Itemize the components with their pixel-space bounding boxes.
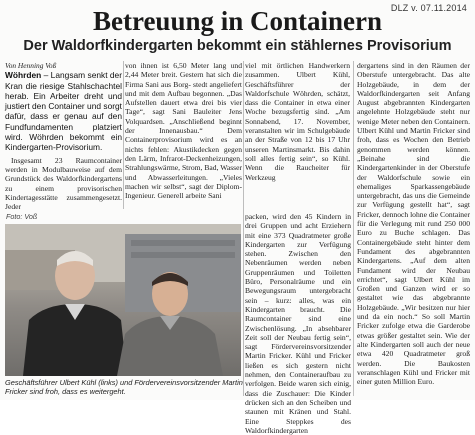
headline: Betreuung in Containern [92, 6, 383, 36]
article-column-4 [357, 61, 470, 397]
body-paragraph: dergartens sind in den Räumen der Oberstufe untergebracht. Das alte Holzgebäude, in dem der Waldorfkindergarten seit Anfang August abgebrannten Kindergarten angelehnte Holzgebäude steht nur wenige Meter neben den Containern. Ulbert Kühl und Martin Fricker sind froh, dass es Wochen den Betrieb genommen werden können. „Beinahe sind die Kindergartenkinder in der Oberstufe der Waldorfschule sowie ein ehemaliges Sparkassengebäude untergebracht, das uns die Gemeinde zur Verfügung gestellt hat“, sagt Fricker, dennoch lohne die Container für die Verlegung mit rund 250 000 Euro zu Buche schlagen. Das Containergebäude steht hinter dem Fundament des abgebrannten Kindergartens. „Auf dem alten Fundament wird der Neubau errichtet“, sagt Ulbert Kühl im Großen und Ganzen wird er so gestaltet wie das abgebrannte Holzgebäude. „Wir besitzen nur hier und da ein noch.“ So soll Martin Fricker zufolge etwa die Garderobe etwas größer gestaltet sein. Wie der alte Kindergarten soll auch der neue etwa 420 Quadratmeter groß werden. Die Baukosten veranschlagen Kühl und Fricker mit einer guten Million Euro. [357, 61, 470, 387]
article-column-3-lower [245, 212, 351, 435]
dateline: DLZ v. 07.11.2014 [390, 3, 467, 13]
photo-illustration [5, 224, 241, 376]
body-paragraph: viel mit örtlichen Handwerkern zusammen. Ulbert Kühl, Geschäftsführer der Waldorfschule Wöhrden, schätzt, dass die Container in etwa einer Woche bezugsfertig sind. „Am Sonnabend, 17. November, veranstalten wir im Schulgebäude an der Straße von 12 bis 17 Uhr unseren Martinsmarkt. Bis dahin soll alles fertig sein“, so Kühl. Wenn die Raucheiter für Werkzeug [245, 61, 350, 182]
photo-credit: Foto: Voß [6, 212, 38, 221]
subheadline: Der Waldorfkindergarten bekommt ein stählernes Provisorium [23, 38, 452, 54]
photo-caption: Geschäftsführer Ulbert Kühl (links) und Fördervereinsvorsitzender Martin Fricker sind froh, dass es weitergeht. [5, 378, 243, 396]
byline: Von Henning Voß [5, 61, 57, 70]
article-photo [5, 224, 241, 376]
column-divider [243, 61, 244, 396]
lead-place: Wöhrden [5, 70, 42, 81]
article-column-1 [5, 61, 122, 212]
article-column-2 [125, 61, 242, 209]
body-paragraph: von ihnen ist 6,50 Meter lang und 2,44 Meter breit. Gestern hat sich die Firma Sani aus Borg- stedt angeliefert und mit dem Aufbau begonnen. „Das Aufstellen dauert etwa drei bis vier Tage“, sagt Sani Bauleiter Jens Volquardsen. „Anschließend beginnt der Innenausbau.“ Dem Containerprovisorium wird es an nichts fehlen: Akustikdecken gegen den Lärm, Infrarot-Deckenheizungen, Strahlungswärme, Strom, Bad, Wasser und Abwasserleitungen. „Vieles machen wir selbst“, sagt der Diplom-Ingenieur. Generell arbeite Sani [125, 61, 242, 201]
lead-paragraph [5, 70, 122, 152]
column-divider [353, 61, 354, 396]
article-column-3 [245, 61, 350, 209]
body-paragraph: packen, wird den 45 Kindern in drei Gruppen und acht Erziehern mit eine 373 Quadratmeter große Kindergarten zur Verfügung stehen. Zwischen den Nebenräumen werden neben Gruppenräumen und Toiletten Büro, Personalräume und ein Bewegungsraum untergebracht sein – kurz: alles, was ein Kindergarten braucht. Die Raumcontainer sind eine Zwischenlösung. „In absehbarer Zeit soll der Neubau fertig sein“, sagt Fördervereinsvorsitzender Martin Fricker. Kühl und Fricker ließen es sich gestern nicht nehmen, den Containeraufbau zu verfolgen. Beide waren sich einig, dass die Zuschauer: Die Kinder drücken sich an den Scheiben und staunen mit Kränen und Stahl. Eine Steppkes des Waldorfkindergarten [245, 212, 351, 435]
body-paragraph: Insgesamt 23 Raumcontainer werden in Modulbauweise auf dem Grundstück des Waldorfkindergartens zu einem provisorischen Kindertagesstätte zusammengesetzt. Jeder [5, 155, 122, 212]
lead-text: – Langsam senkt der Kran die riesige Stahlschachtel herab. Ein Arbeiter dreht und justiert den Container und sorgt dafür, dass er genau auf den Fundfundamenten platziert wird. Wöhrden bekommt ein Kindergarten-Provisorium. [5, 70, 122, 153]
column-divider [123, 61, 124, 209]
